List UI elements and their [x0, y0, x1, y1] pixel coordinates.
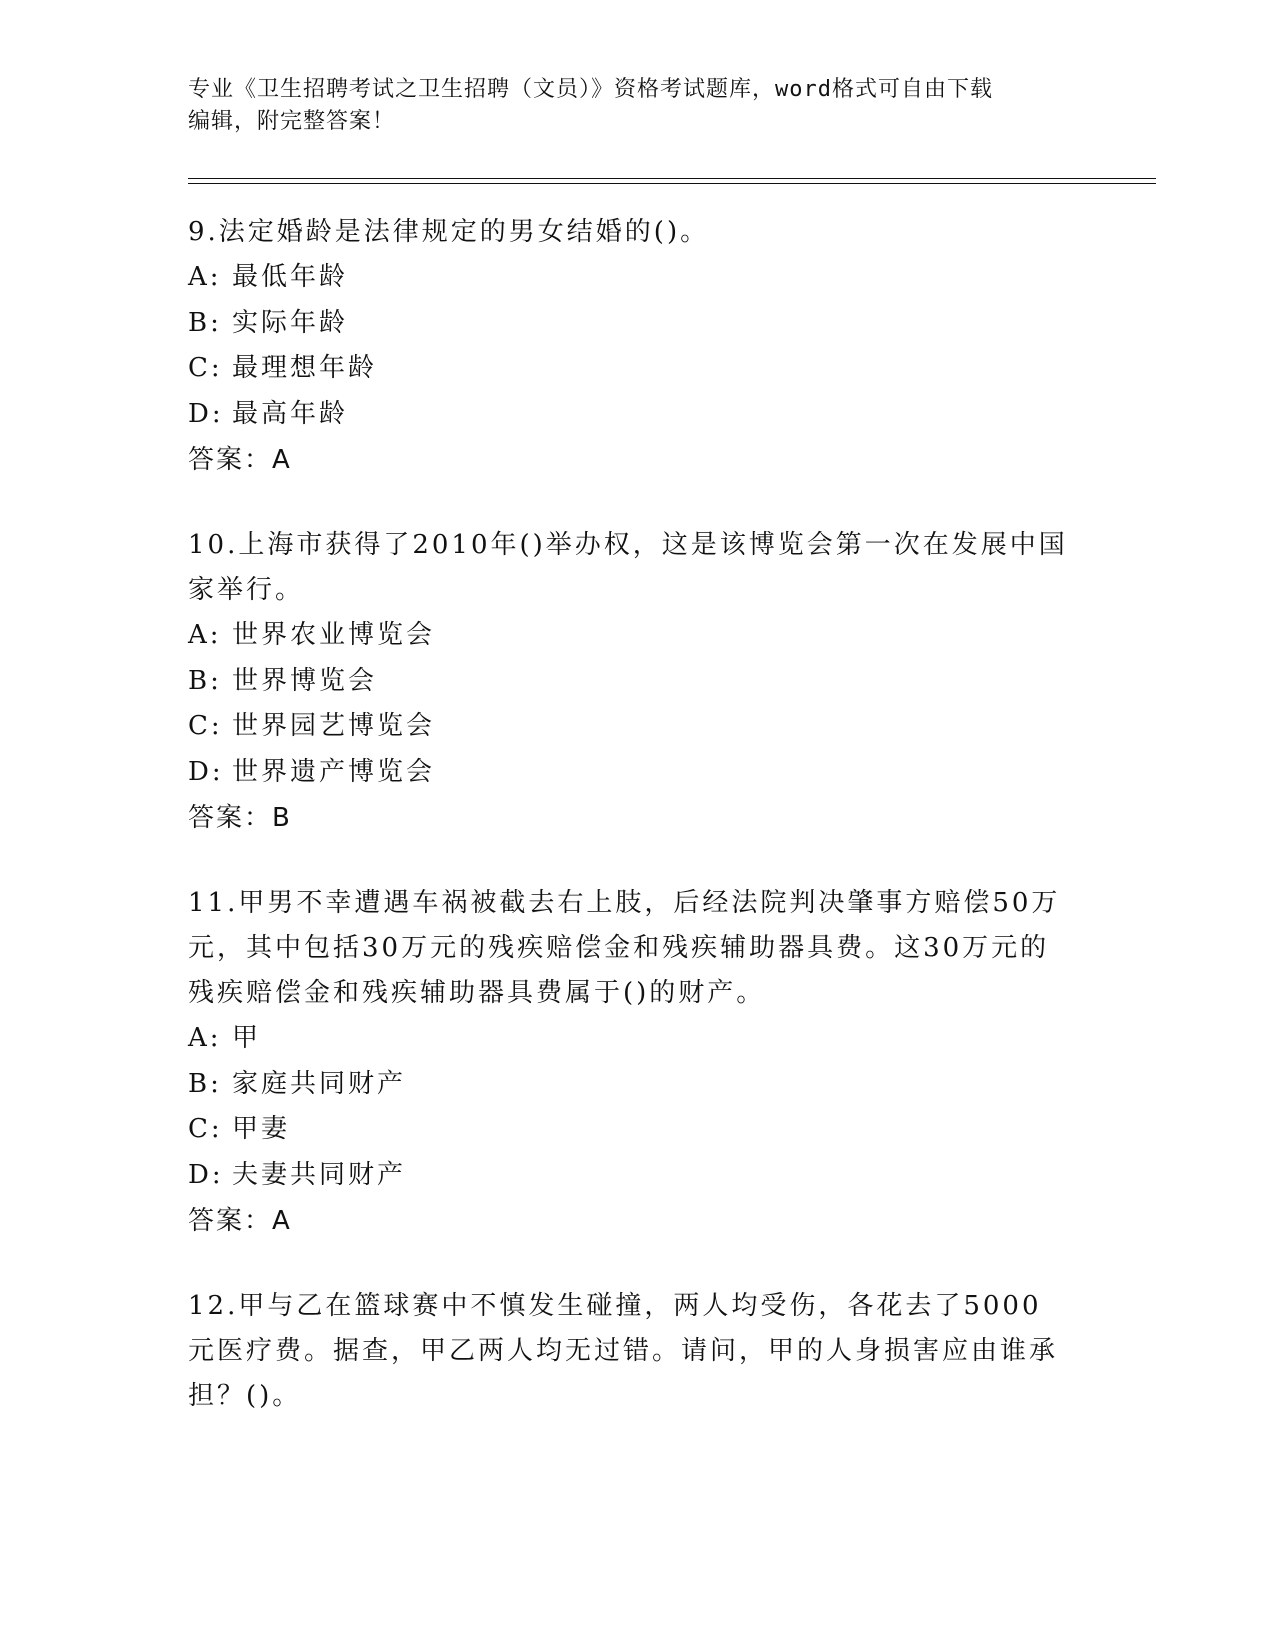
option-letter: A:: [188, 620, 222, 650]
header-divider-top: [188, 178, 1156, 179]
option-a: [188, 613, 1068, 659]
option-text: 最低年龄: [232, 262, 349, 292]
option-letter: C:: [188, 353, 223, 383]
option-text: 家庭共同财产: [232, 1068, 407, 1099]
option-letter: C:: [188, 711, 223, 741]
option-letter: D:: [188, 398, 224, 429]
option-a: [188, 1016, 1068, 1062]
option-a: [188, 255, 1068, 301]
option-letter: B:: [188, 1068, 222, 1099]
option-text: 最高年龄: [232, 398, 349, 429]
question-text: 12.甲与乙在篮球赛中不慎发生碰撞，两人均受伤，各花去了5000元医疗费。据查，甲乙两人均无过错。请问，甲的人身损害应由谁承担？()。: [188, 1291, 1059, 1411]
option-letter: D:: [188, 756, 224, 787]
option-letter: A:: [188, 1023, 222, 1053]
question-text: 11.甲男不幸遭遇车祸被截去右上肢，后经法院判决肇事方赔偿50万元，其中包括30万元的残疾赔偿金和残疾辅助器具费。这30万元的残疾赔偿金和残疾辅助器具费属于()的财产。: [188, 888, 1061, 1008]
answer-line: 答案：B: [188, 803, 292, 833]
option-letter: B:: [188, 307, 222, 338]
option-b: [188, 301, 1068, 347]
option-text: 甲: [232, 1023, 262, 1053]
question-text: 9.法定婚龄是法律规定的男女结婚的()。: [188, 217, 710, 247]
option-letter: C:: [188, 1114, 223, 1144]
option-text: 世界农业博览会: [232, 620, 436, 650]
option-c: [188, 1107, 1068, 1153]
answer-line: 答案：A: [188, 1206, 292, 1236]
header-divider-bottom: [188, 183, 1156, 184]
header-line-1: 专业《卫生招聘考试之卫生招聘（文员）》资格考试题库，word格式可自由下载: [188, 77, 993, 102]
question-12: [188, 1284, 1068, 1419]
option-d: [188, 1153, 1068, 1199]
option-b: [188, 659, 1068, 705]
option-c: [188, 346, 1068, 392]
option-letter: B:: [188, 665, 222, 696]
header-line-2: 编辑，附完整答案！: [188, 109, 396, 134]
question-text: 10.上海市获得了2010年()举办权，这是该博览会第一次在发展中国家举行。: [188, 530, 1068, 605]
option-letter: A:: [188, 262, 222, 292]
option-c: [188, 704, 1068, 750]
option-d: [188, 392, 1068, 438]
option-text: 世界园艺博览会: [232, 711, 436, 741]
option-text: 甲妻: [232, 1114, 291, 1144]
document-header: [188, 74, 1068, 138]
question-list: [188, 210, 1068, 1459]
option-text: 世界遗产博览会: [232, 756, 436, 787]
option-text: 最理想年龄: [232, 353, 378, 383]
question-10: [188, 523, 1068, 841]
question-9: [188, 210, 1068, 483]
option-text: 世界博览会: [232, 665, 378, 696]
answer-line: 答案：A: [188, 445, 292, 475]
option-b: [188, 1062, 1068, 1108]
option-text: 实际年龄: [232, 307, 349, 338]
question-11: [188, 881, 1068, 1244]
option-text: 夫妻共同财产: [232, 1159, 407, 1190]
option-d: [188, 750, 1068, 796]
option-letter: D:: [188, 1159, 224, 1190]
